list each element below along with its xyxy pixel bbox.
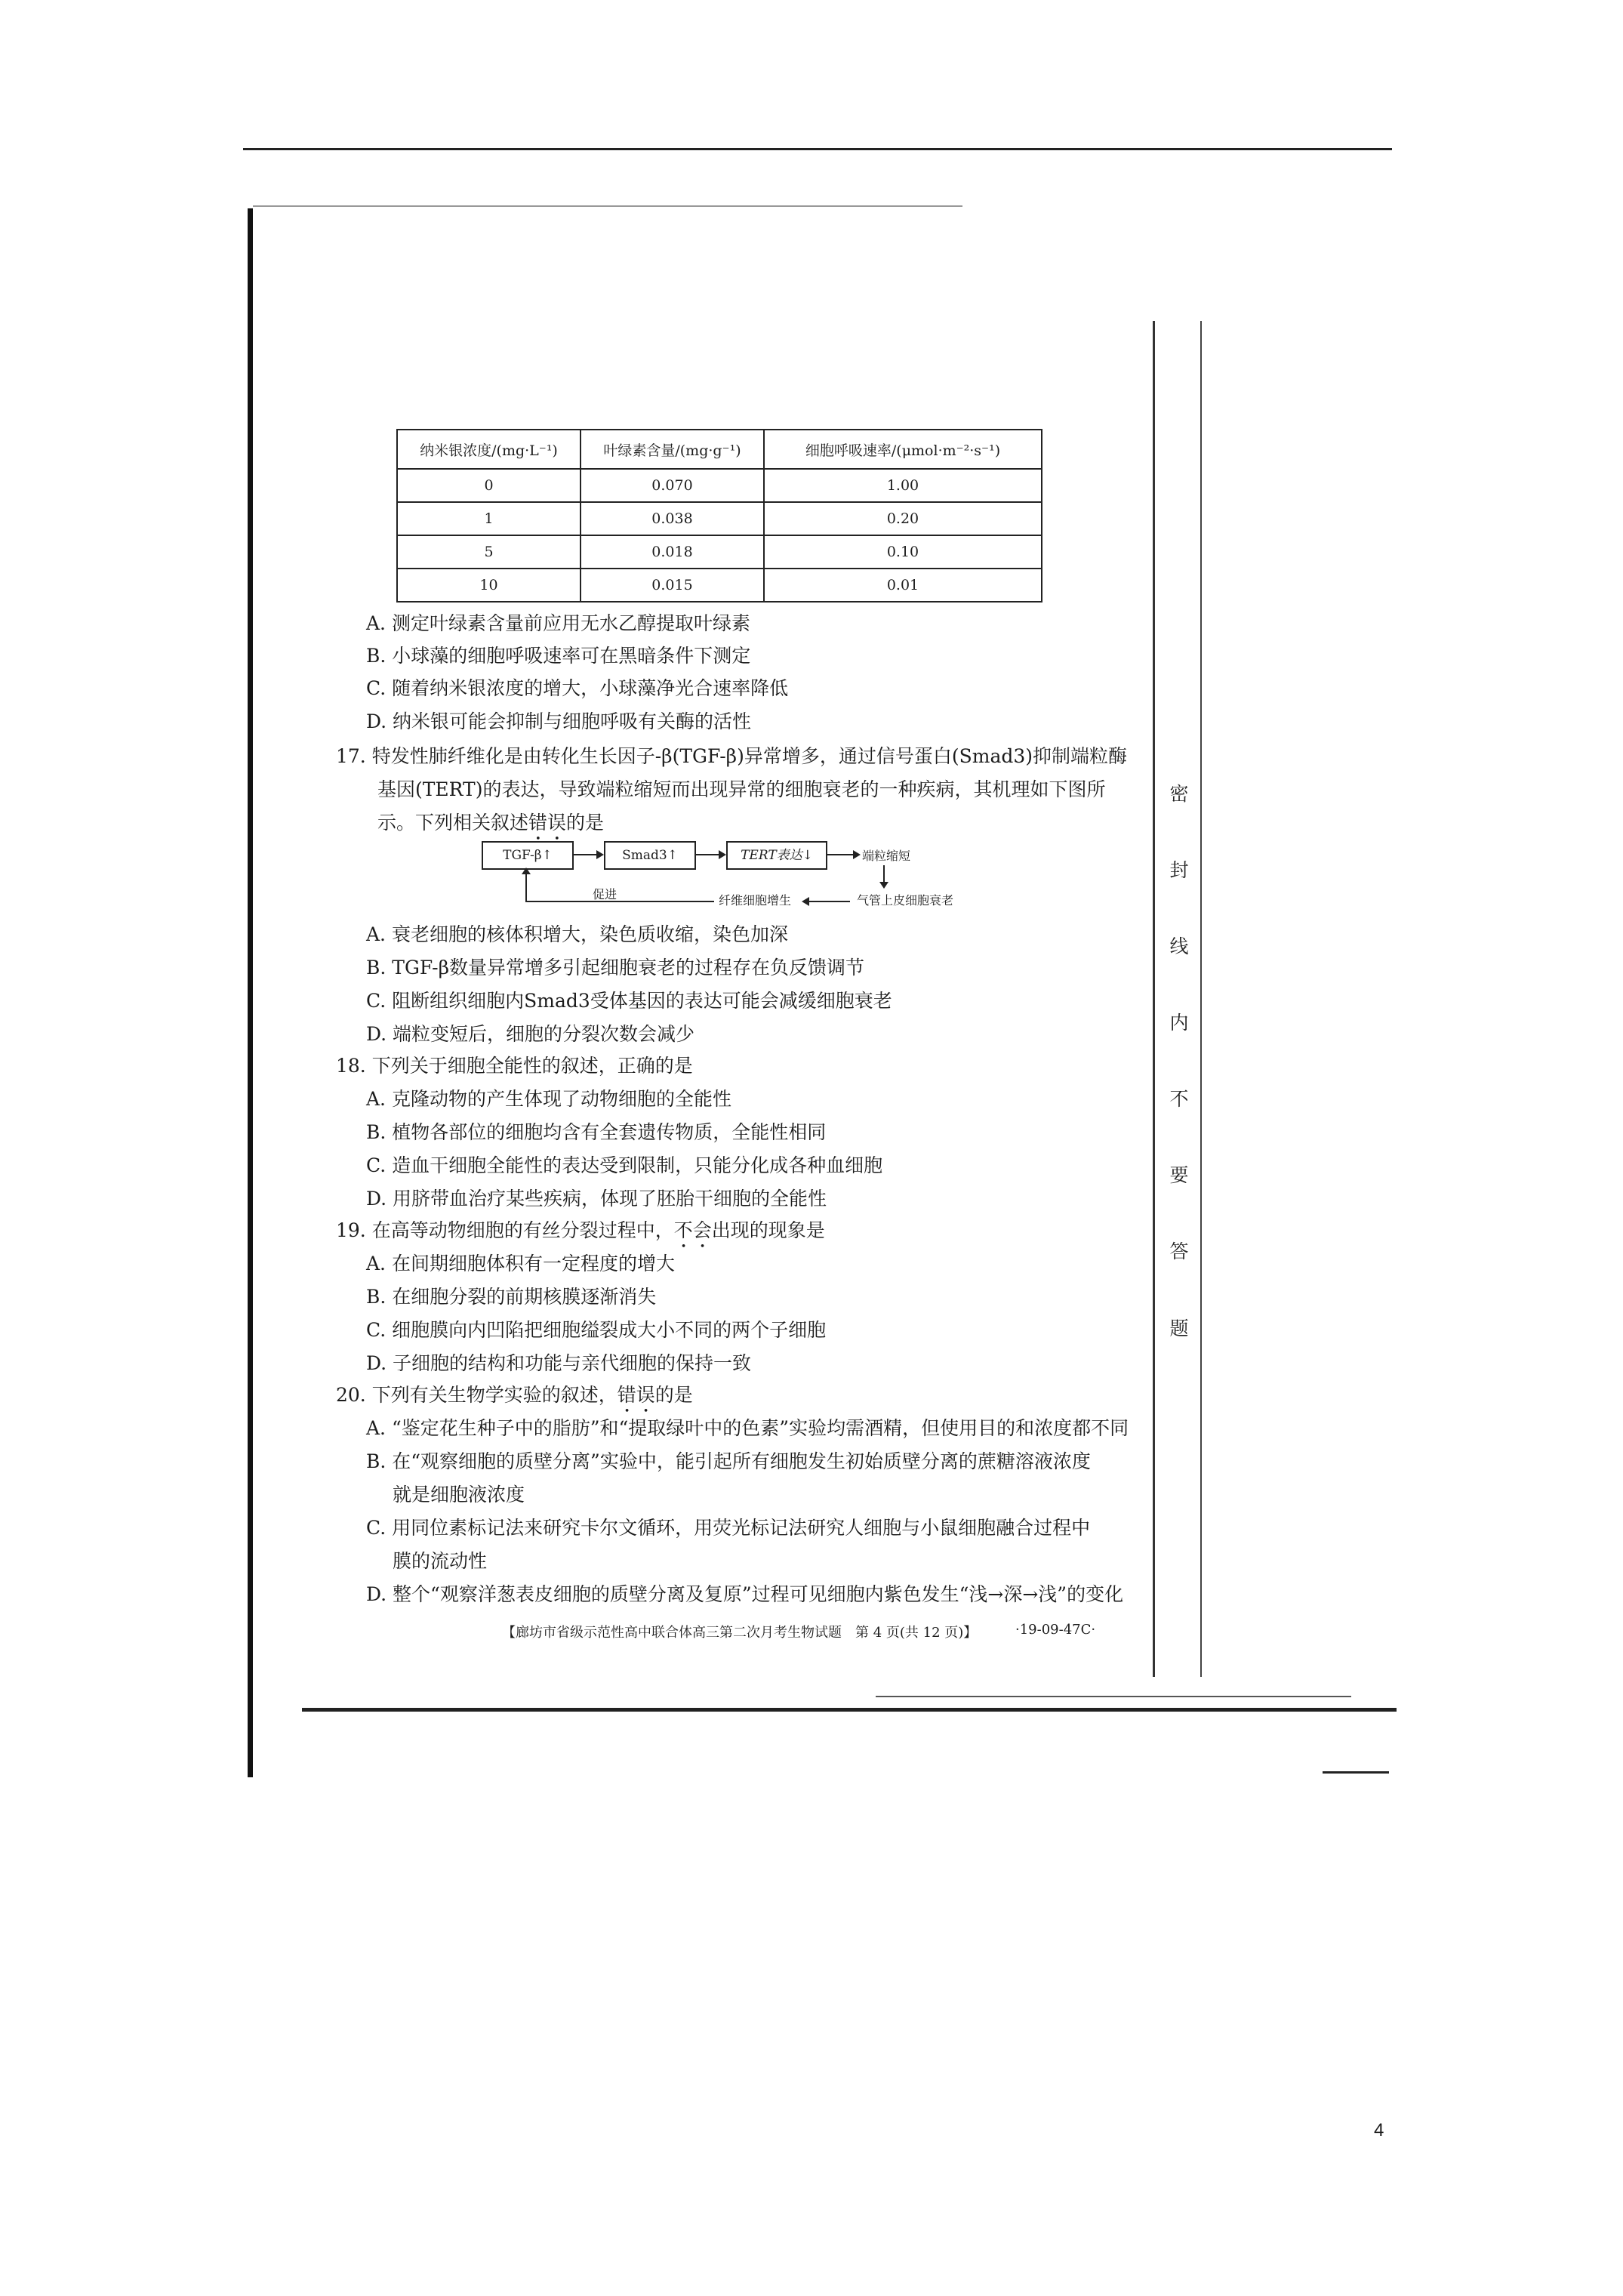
diagram-box-tgf: TGF-β↑ [482,841,574,870]
q20-option-c-line2: 膜的流动性 [393,1550,488,1572]
seal-char: 内 [1169,1012,1189,1034]
diagram-arrow [826,854,859,855]
q20-stem-text: 20. 下列有关生物学实验的叙述， [336,1384,617,1406]
seal-line-inner [1153,321,1155,1677]
seal-char: 封 [1169,859,1189,881]
scan-bottom-edge-faint [876,1696,1351,1697]
diagram-label-promote: 促进 [593,887,617,901]
q19-stem-text: 出现的现象是 [711,1219,825,1241]
q19-option-b: B. 在细胞分裂的前期核膜逐渐消失 [366,1286,657,1308]
diagram-arrow [572,854,602,855]
nano-silver-table [396,429,1042,603]
seal-char: 要 [1169,1164,1189,1186]
diagram-box-smad3: Smad3↑ [604,841,696,870]
table-row [397,469,1042,502]
table-header-row [397,430,1042,469]
scan-left-edge [248,208,253,1777]
seal-char: 答 [1169,1240,1189,1262]
table-header-cell: 叶绿素含量/(mg·g⁻¹) [581,430,764,469]
table-cell: 0.070 [581,469,764,502]
table-row [397,502,1042,535]
table-cell: 0.20 [764,502,1042,535]
seal-char: 线 [1169,935,1189,957]
q18-option-a: A. 克隆动物的产生体现了动物细胞的全能性 [366,1088,731,1110]
diagram-label-fibroblast: 纤维细胞增生 [719,893,792,908]
q17-option-a: A. 衰老细胞的核体积增大，染色质收缩，染色加深 [366,923,788,945]
page-number: 4 [1374,2120,1384,2140]
q16-option-b: B. 小球藻的细胞呼吸速率可在黑暗条件下测定 [366,645,751,667]
q17-stem-line2: 基因(TERT)的表达，导致端粒缩短而出现异常的细胞衰老的一种疾病，其机理如下图所 [377,778,1106,800]
table-cell: 10 [397,569,581,602]
diagram-arrow [803,901,850,902]
q19-option-a: A. 在间期细胞体积有一定程度的增大 [366,1253,675,1274]
diagram-box-tert: TERT表达↓ [726,841,827,870]
scan-corner-mark [1323,1771,1389,1774]
q18-option-c: C. 造血干细胞全能性的表达受到限制，只能分化成各种血细胞 [366,1154,883,1176]
q17-option-b: B. TGF-β数量异常增多引起细胞衰老的过程存在负反馈调节 [366,957,865,978]
q20-emphasis: 错误 [617,1384,655,1406]
q19-stem [336,1219,825,1253]
seal-line-outer [1200,321,1202,1677]
table-cell: 5 [397,535,581,569]
q20-option-d: D. 整个“观察洋葱表皮细胞的质壁分离及复原”过程可见细胞内紫色发生“浅→深→浅”的变化 [366,1583,1124,1605]
q17-stem-text: 示。下列相关叙述 [377,812,529,834]
q17-option-d: D. 端粒变短后，细胞的分裂次数会减少 [366,1023,695,1045]
q19-option-d: D. 子细胞的结构和功能与亲代细胞的保持一致 [366,1352,752,1374]
q16-option-a: A. 测定叶绿素含量前应用无水乙醇提取叶绿素 [366,612,750,634]
table-cell: 0.015 [581,569,764,602]
scan-bottom-edge [302,1708,1397,1712]
exam-footer-title: 【廊坊市省级示范性高中联合体高三第二次月考生物试题 第 4 页(共 12 页)】 [502,1625,978,1641]
diagram-arrow [694,854,725,855]
table-row [397,569,1042,602]
table-cell: 0.01 [764,569,1042,602]
seal-char: 密 [1169,783,1189,805]
table-cell: 0.038 [581,502,764,535]
table-cell: 0.018 [581,535,764,569]
table-row [397,535,1042,569]
table-header-cell: 纳米银浓度/(mg·L⁻¹) [397,430,581,469]
scan-top-edge [253,205,962,207]
table-cell: 0.10 [764,535,1042,569]
q20-option-a: A. “鉴定花生种子中的脂肪”和“提取绿叶中的色素”实验均需酒精，但使用目的和浓度都不同 [366,1417,1129,1439]
diagram-feedback-line [525,901,714,902]
seal-char: 不 [1169,1088,1189,1110]
q17-stem-line3 [377,811,604,845]
diagram-arrowhead [522,868,531,874]
q17-option-c: C. 阻断组织细胞内Smad3受体基因的表达可能会减缓细胞衰老 [366,990,892,1012]
q20-stem [336,1383,693,1417]
q20-stem-text: 的是 [654,1384,693,1406]
q18-option-d: D. 用脐带血治疗某些疾病，体现了胚胎干细胞的全能性 [366,1188,827,1210]
q19-option-c: C. 细胞膜向内凹陷把细胞缢裂成大小不同的两个子细胞 [366,1319,827,1341]
table-header-cell: 细胞呼吸速率/(μmol·m⁻²·s⁻¹) [764,430,1042,469]
table-cell: 0 [397,469,581,502]
table-cell: 1.00 [764,469,1042,502]
q18-option-b: B. 植物各部位的细胞均含有全套遗传物质，全能性相同 [366,1121,827,1143]
diagram-label-telomere: 端粒缩短 [862,849,911,863]
table-cell: 1 [397,502,581,535]
top-rule [243,148,1392,150]
q20-option-b-line1: B. 在“观察细胞的质壁分离”实验中，能引起所有细胞发生初始质壁分离的蔗糖溶液浓度 [366,1450,1091,1472]
q18-stem: 18. 下列关于细胞全能性的叙述，正确的是 [336,1055,693,1077]
q19-stem-text: 19. 在高等动物细胞的有丝分裂过程中， [336,1219,674,1241]
q19-emphasis: 不会 [673,1219,712,1241]
q16-option-d: D. 纳米银可能会抑制与细胞呼吸有关酶的活性 [366,710,752,732]
q17-stem-text: 的是 [566,812,605,834]
q20-option-b-line2: 就是细胞液浓度 [393,1484,525,1505]
q16-option-c: C. 随着纳米银浓度的增大，小球藻净光合速率降低 [366,677,789,699]
q17-stem-line1: 17. 特发性肺纤维化是由转化生长因子-β(TGF-β)异常增多，通过信号蛋白(Smad3)抑制端粒酶 [336,745,1128,767]
exam-footer-code: ·19-09-47C· [1015,1622,1096,1638]
diagram-label-senescence: 气管上皮细胞衰老 [857,893,954,908]
q20-option-c-line1: C. 用同位素标记法来研究卡尔文循环，用荧光标记法研究人细胞与小鼠细胞融合过程中 [366,1517,1091,1539]
seal-char: 题 [1169,1318,1189,1339]
diagram-arrowhead [879,882,888,889]
q17-emphasis: 错误 [528,812,567,834]
